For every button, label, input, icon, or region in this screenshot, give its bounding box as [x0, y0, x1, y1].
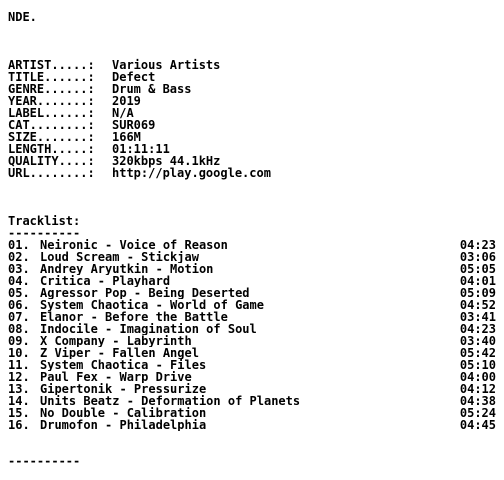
track-row — [8, 299, 496, 311]
footer-divider: ---------- — [8, 455, 81, 467]
metadata-key: ARTIST.....: — [8, 58, 95, 72]
track-row — [8, 251, 496, 263]
track-number: 12. — [8, 370, 30, 384]
metadata-key: LENGTH.....: — [8, 142, 95, 156]
metadata-key: LABEL......: — [8, 106, 95, 120]
track-title: Z Viper - Fallen Angel — [40, 347, 199, 359]
track-duration: 05:42 — [459, 346, 496, 360]
track-number: 05. — [8, 286, 30, 300]
track-title: System Chaotica - World of Game — [40, 299, 264, 311]
track-title: Loud Scream - Stickjaw — [40, 251, 199, 263]
track-number: 06. — [8, 298, 30, 312]
track-duration: 05:09 — [459, 286, 496, 300]
track-title: Indocile - Imagination of Soul — [40, 323, 257, 335]
metadata-value: SUR069 — [112, 118, 156, 132]
track-row — [8, 395, 496, 407]
track-row — [8, 263, 496, 275]
metadata-key: GENRE......: — [8, 82, 95, 96]
track-title: Gipertonik - Pressurize — [40, 383, 207, 395]
metadata-key: URL........: — [8, 166, 95, 180]
track-row — [8, 287, 496, 299]
tracklist-block — [8, 239, 496, 431]
track-duration: 04:23 — [459, 238, 496, 252]
track-number: 14. — [8, 394, 30, 408]
metadata-key: CAT........: — [8, 118, 95, 132]
track-title: Neironic - Voice of Reason — [40, 239, 228, 251]
track-duration: 04:38 — [459, 394, 496, 408]
track-number: 02. — [8, 250, 30, 264]
track-duration: 04:45 — [459, 418, 496, 432]
spacer — [8, 431, 496, 443]
track-number: 16. — [8, 418, 30, 432]
track-duration: 05:24 — [459, 406, 496, 420]
track-duration: 04:23 — [459, 322, 496, 336]
track-duration: 04:52 — [459, 298, 496, 312]
track-title: No Double - Calibration — [40, 407, 207, 419]
spacer — [8, 35, 496, 47]
header-label: NDE. — [8, 11, 37, 23]
track-row — [8, 275, 496, 287]
track-number: 04. — [8, 274, 30, 288]
track-title: Paul Fex - Warp Drive — [40, 371, 192, 383]
metadata-value: N/A — [112, 106, 134, 120]
track-title: Agressor Pop - Being Deserted — [40, 287, 250, 299]
track-title: Drumofon - Philadelphia — [40, 419, 207, 431]
track-duration: 03:41 — [459, 310, 496, 324]
track-number: 01. — [8, 238, 30, 252]
track-row — [8, 407, 496, 419]
metadata-value: Drum & Bass — [112, 82, 192, 96]
track-number: 03. — [8, 262, 30, 276]
track-number: 15. — [8, 406, 30, 420]
track-duration: 05:10 — [459, 358, 496, 372]
track-number: 09. — [8, 334, 30, 348]
tracklist-heading: Tracklist: — [8, 215, 81, 227]
track-duration: 04:12 — [459, 382, 496, 396]
track-row — [8, 371, 496, 383]
metadata-key: TITLE......: — [8, 70, 95, 84]
metadata-key: SIZE.......: — [8, 130, 95, 144]
tracklist-divider: ---------- — [8, 227, 81, 239]
track-duration: 03:40 — [459, 334, 496, 348]
track-row — [8, 347, 496, 359]
track-row — [8, 419, 496, 431]
track-number: 11. — [8, 358, 30, 372]
metadata-value: 320kbps 44.1kHz — [112, 154, 221, 168]
track-duration: 04:00 — [459, 370, 496, 384]
nfo-document — [8, 11, 496, 467]
track-number: 13. — [8, 382, 30, 396]
track-title: Andrey Aryutkin - Motion — [40, 263, 214, 275]
track-row — [8, 383, 496, 395]
metadata-key: QUALITY....: — [8, 154, 95, 168]
track-row — [8, 323, 496, 335]
track-row — [8, 311, 496, 323]
metadata-block — [8, 59, 496, 179]
track-duration: 05:05 — [459, 262, 496, 276]
track-number: 08. — [8, 322, 30, 336]
track-row — [8, 359, 496, 371]
track-title: Units Beatz - Deformation of Planets — [40, 395, 301, 407]
metadata-value: 01:11:11 — [112, 142, 170, 156]
spacer — [8, 191, 496, 203]
spacer — [8, 203, 496, 215]
metadata-key: YEAR.......: — [8, 94, 95, 108]
metadata-value: Defect — [112, 70, 156, 84]
metadata-value: http://play.google.com — [112, 166, 271, 180]
spacer — [8, 23, 496, 35]
metadata-value: Various Artists — [112, 58, 221, 72]
track-number: 10. — [8, 346, 30, 360]
track-row — [8, 239, 496, 251]
track-duration: 04:01 — [459, 274, 496, 288]
spacer — [8, 443, 496, 455]
track-title: System Chaotica - Files — [40, 359, 207, 371]
track-title: Critica - Playhard — [40, 275, 171, 287]
metadata-value: 2019 — [112, 94, 141, 108]
track-number: 07. — [8, 310, 30, 324]
metadata-value: 166M — [112, 130, 141, 144]
track-title: X Company - Labyrinth — [40, 335, 192, 347]
track-row — [8, 335, 496, 347]
track-title: Elanor - Before the Battle — [40, 311, 228, 323]
spacer — [8, 179, 496, 191]
track-duration: 03:06 — [459, 250, 496, 264]
metadata-row — [8, 167, 496, 179]
